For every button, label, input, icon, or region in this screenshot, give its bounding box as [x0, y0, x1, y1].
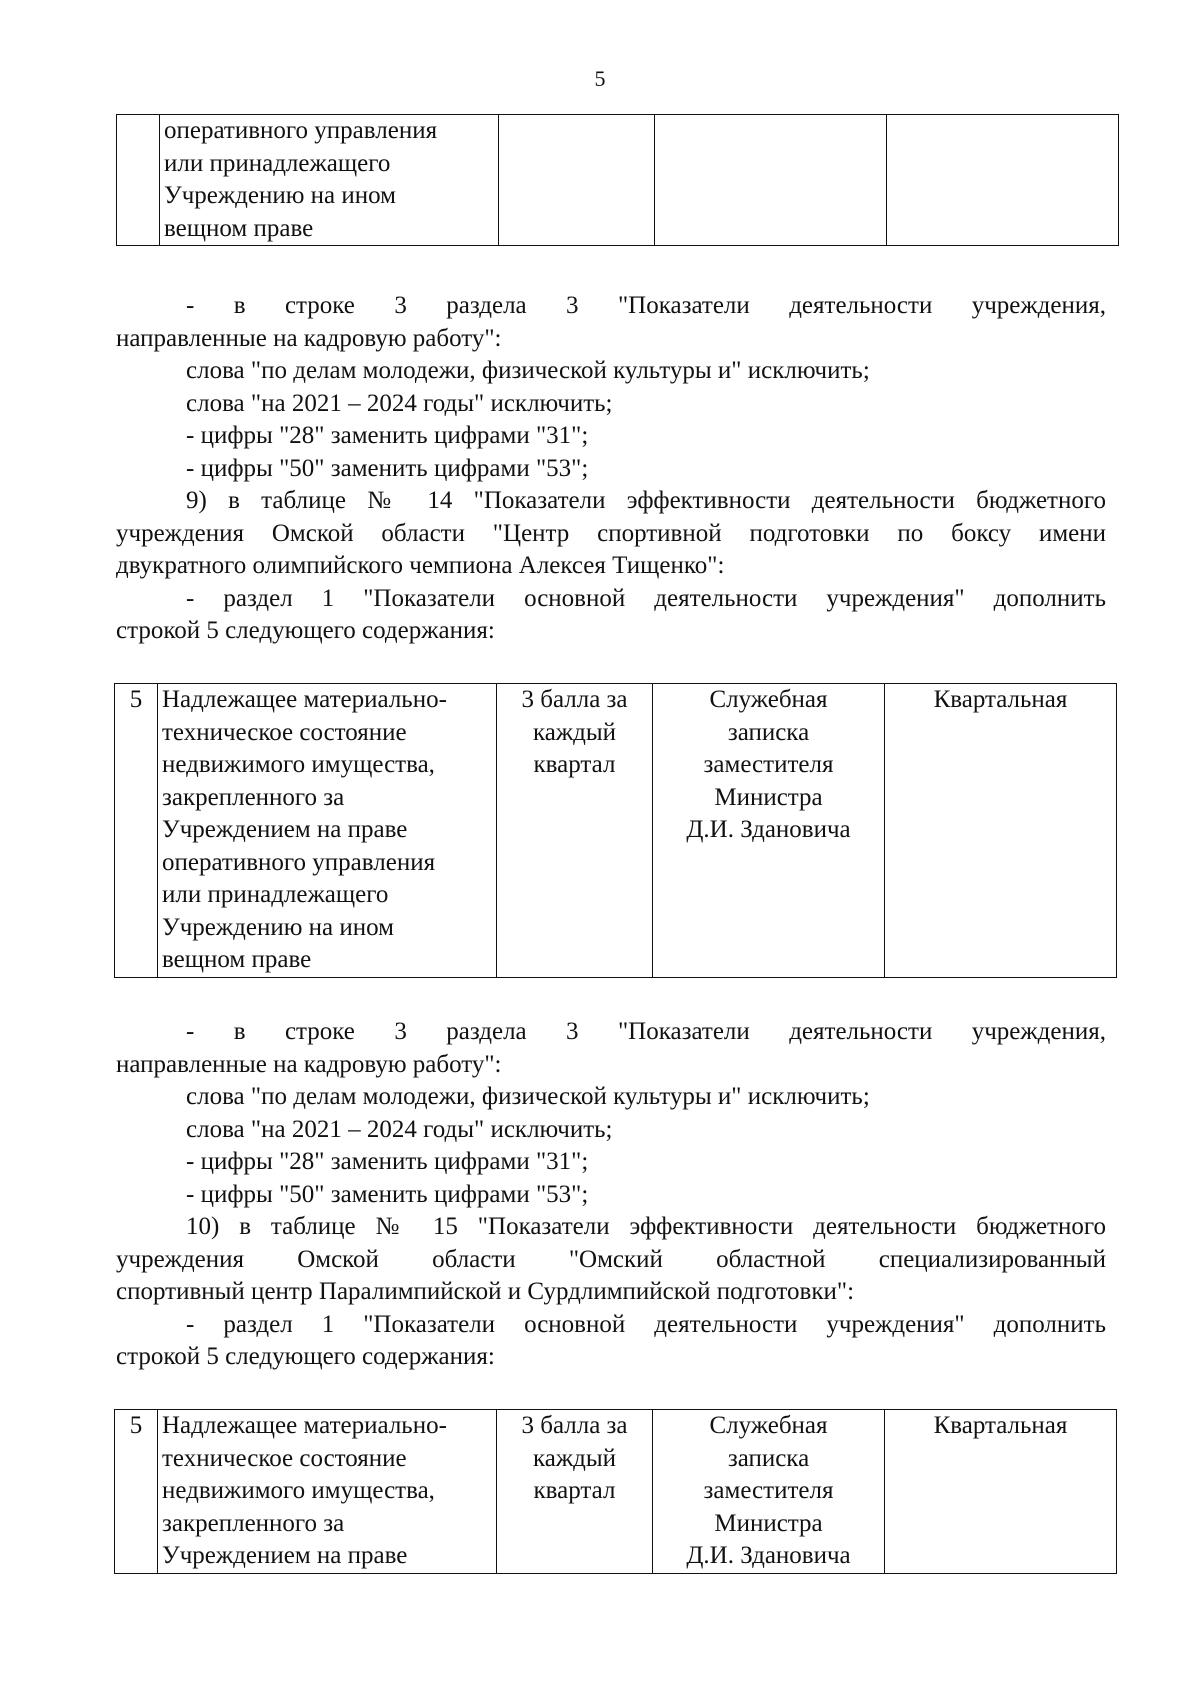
score-line: квартал — [533, 1477, 616, 1504]
indicator-line: Учреждением на праве — [162, 1542, 408, 1569]
paragraph-line: слова "по делам молодежи, физической культуры и" исключить; — [186, 357, 870, 384]
source-line: заместителя — [703, 1477, 834, 1504]
paragraph-line: - цифры "28" заменить цифрами "31"; — [186, 1148, 589, 1175]
indicator-cell — [158, 1410, 497, 1574]
source-line: Д.И. Здановича — [686, 1542, 851, 1569]
indicator-line: Надлежащее материально- — [162, 1412, 447, 1439]
indicator-line: вещном праве — [162, 946, 312, 973]
source-line: записка — [727, 1444, 810, 1472]
indicator-line: закрепленного за — [162, 1509, 345, 1537]
table-row-5-centr-boxing — [114, 683, 1117, 978]
amendment-block-2 — [116, 1016, 1106, 1374]
paragraph-line: - цифры "28" заменить цифрами "31"; — [186, 422, 589, 449]
source-line: Служебная — [709, 1412, 828, 1439]
row-number-cell: 5 — [115, 684, 158, 978]
period-cell: Квартальная — [885, 1410, 1117, 1574]
indicator-line: техническое состояние — [162, 718, 407, 746]
paragraph-line: направленные на кадровую работу": — [116, 324, 502, 352]
paragraph-line: двукратного олимпийского чемпиона Алексея Тищенко": — [116, 552, 725, 579]
score-line: 3 балла за — [521, 1412, 628, 1439]
paragraph-line: направленные на кадровую работу": — [116, 1050, 502, 1078]
paragraph-line: спортивный центр Паралимпийской и Сурдлимпийской подготовки": — [116, 1278, 855, 1305]
source-cell — [653, 684, 885, 978]
indicator-line: недвижимого имущества, — [162, 1477, 435, 1504]
table-continuation — [116, 114, 1119, 246]
row-number-cell: 5 — [115, 1410, 158, 1574]
row-number-cell — [117, 115, 160, 246]
period-cell — [887, 115, 1119, 246]
indicator-line: закрепленного за — [162, 783, 345, 811]
indicator-line: Учреждению на ином — [164, 182, 396, 209]
paragraph-line: 9) в таблице № 14 "Показатели эффективности деятельности бюджетного — [186, 487, 1106, 514]
source-line: заместителя — [703, 751, 834, 778]
paragraph-line: - в строке 3 раздела 3 "Показатели деятельности учреждения, — [186, 1018, 1106, 1045]
table-row — [115, 1410, 1117, 1574]
paragraph-line: - раздел 1 "Показатели основной деятельности учреждения" дополнить — [186, 584, 1106, 612]
indicator-line: недвижимого имущества, — [162, 751, 435, 778]
page-number: 5 — [594, 66, 606, 91]
table-row — [117, 115, 1119, 246]
period-cell: Квартальная — [885, 684, 1117, 978]
score-line: каждый — [532, 718, 617, 746]
score-cell — [497, 1410, 653, 1574]
table-row — [115, 684, 1117, 978]
paragraph-line: - в строке 3 раздела 3 "Показатели деятельности учреждения, — [186, 292, 1106, 319]
source-cell — [655, 115, 887, 246]
paragraph-line: - раздел 1 "Показатели основной деятельности учреждения" дополнить — [186, 1310, 1106, 1338]
indicator-line: или принадлежащего — [164, 149, 391, 177]
indicator-line: Учреждению на ином — [162, 913, 394, 941]
source-cell — [653, 1410, 885, 1574]
score-cell — [497, 684, 653, 978]
paragraph-line: слова "на 2021 – 2024 годы" исключить; — [186, 1115, 613, 1143]
indicator-line: вещном праве — [164, 214, 314, 242]
indicator-line: Учреждением на праве — [162, 816, 408, 843]
indicator-line: оперативного управления — [164, 117, 438, 144]
source-line: Д.И. Здановича — [686, 816, 851, 843]
source-line: Служебная — [709, 686, 828, 713]
indicator-line: оперативного управления — [162, 848, 436, 876]
score-line: 3 балла за — [521, 686, 628, 713]
table-row-5-paralympic — [114, 1409, 1117, 1574]
amendment-block-1 — [116, 290, 1106, 648]
source-line: Министра — [714, 783, 823, 811]
paragraph-line: слова "по делам молодежи, физической культуры и" исключить; — [186, 1083, 870, 1110]
source-line: Министра — [714, 1509, 823, 1537]
indicator-cell — [160, 115, 499, 246]
paragraph-line: строкой 5 следующего содержания: — [116, 1343, 495, 1370]
paragraph-line: слова "на 2021 – 2024 годы" исключить; — [186, 389, 613, 417]
indicator-cell — [158, 684, 497, 978]
paragraph-line: строкой 5 следующего содержания: — [116, 617, 495, 644]
paragraph-line: 10) в таблице № 15 "Показатели эффективности деятельности бюджетного — [186, 1213, 1106, 1240]
paragraph-line: учреждения Омской области "Омский областной специализированный — [116, 1245, 1106, 1273]
indicator-line: Надлежащее материально- — [162, 686, 447, 713]
indicator-line: или принадлежащего — [162, 881, 389, 908]
source-line: записка — [727, 718, 810, 746]
paragraph-line: - цифры "50" заменить цифрами "53"; — [186, 1180, 589, 1208]
paragraph-line: - цифры "50" заменить цифрами "53"; — [186, 454, 589, 482]
score-line: каждый — [532, 1444, 617, 1472]
paragraph-line: учреждения Омской области "Центр спортивной подготовки по боксу имени — [116, 519, 1106, 547]
score-line: квартал — [533, 751, 616, 778]
score-cell — [499, 115, 655, 246]
indicator-line: техническое состояние — [162, 1444, 407, 1472]
